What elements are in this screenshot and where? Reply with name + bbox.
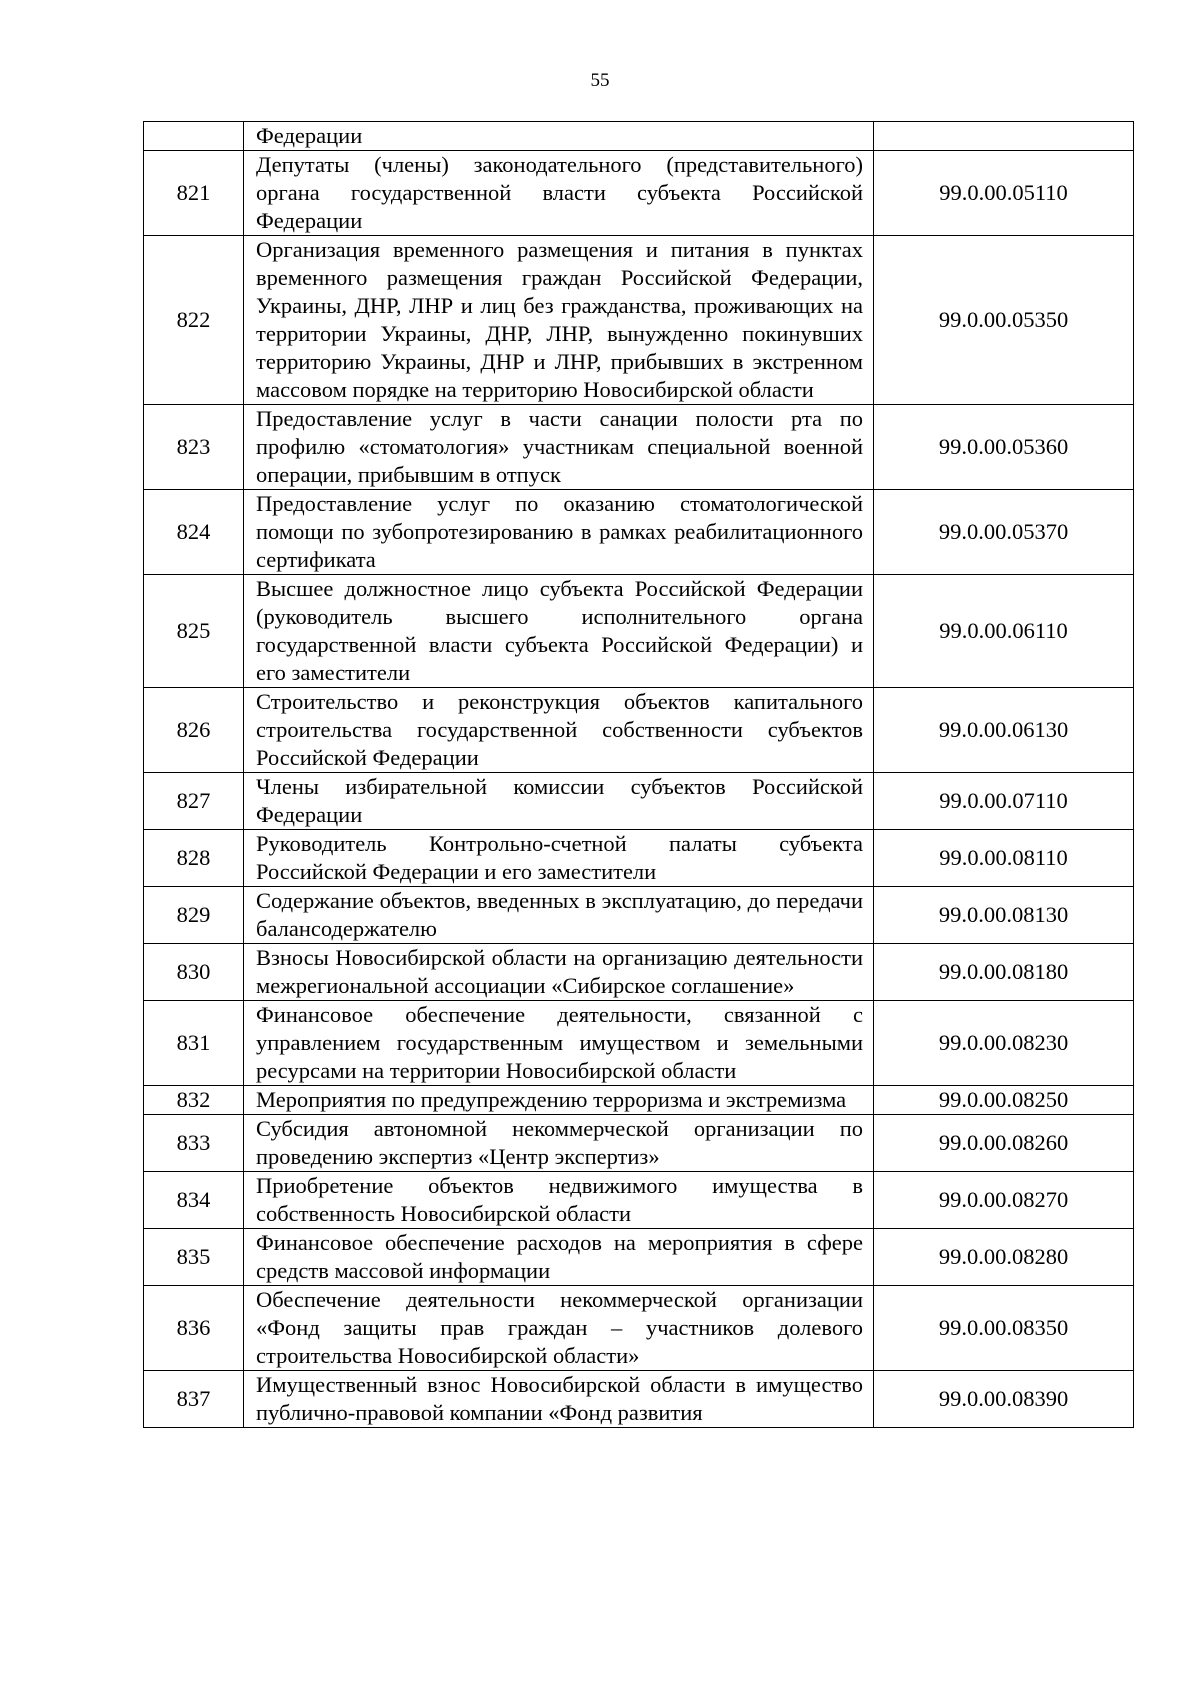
row-number: 827 — [144, 773, 244, 830]
table-row — [144, 1086, 1134, 1115]
row-code: 99.0.00.08350 — [874, 1286, 1134, 1371]
row-code: 99.0.00.05370 — [874, 490, 1134, 575]
row-code: 99.0.00.08270 — [874, 1172, 1134, 1229]
row-number: 835 — [144, 1229, 244, 1286]
row-number: 831 — [144, 1001, 244, 1086]
row-number: 823 — [144, 405, 244, 490]
row-code: 99.0.00.08390 — [874, 1371, 1134, 1428]
budget-codes-table — [143, 121, 1134, 1428]
row-number: 828 — [144, 830, 244, 887]
row-description: Субсидия автономной некоммерческой организации по проведению экспертиз «Центр экспертиз» — [244, 1115, 874, 1172]
table-row — [144, 1229, 1134, 1286]
table-row — [144, 1172, 1134, 1229]
row-number: 821 — [144, 151, 244, 236]
row-code: 99.0.00.08180 — [874, 944, 1134, 1001]
row-code: 99.0.00.06110 — [874, 575, 1134, 688]
row-code: 99.0.00.08280 — [874, 1229, 1134, 1286]
row-number: 834 — [144, 1172, 244, 1229]
row-code: 99.0.00.08130 — [874, 887, 1134, 944]
row-description: Организация временного размещения и питания в пунктах временного размещения граждан Российской Федерации, Украины, ДНР, ЛНР и лиц без гражданства, проживающих на территории Украины, ДНР, ЛНР, вынужденно покинувших территорию Украины, ДНР и ЛНР, прибывших в экстренном массовом порядке на территорию Новосибирской области — [244, 236, 874, 405]
table-row — [144, 688, 1134, 773]
page-number: 55 — [590, 70, 610, 91]
row-number: 837 — [144, 1371, 244, 1428]
row-description: Приобретение объектов недвижимого имущества в собственность Новосибирской области — [244, 1172, 874, 1229]
row-description: Обеспечение деятельности некоммерческой организации «Фонд защиты прав граждан – участников долевого строительства Новосибирской области» — [244, 1286, 874, 1371]
row-description: Финансовое обеспечение деятельности, связанной с управлением государственным имуществом и земельными ресурсами на территории Новосибирской области — [244, 1001, 874, 1086]
row-description: Строительство и реконструкция объектов капитального строительства государственной собственности субъектов Российской Федерации — [244, 688, 874, 773]
row-code: 99.0.00.05350 — [874, 236, 1134, 405]
row-description: Мероприятия по предупреждению терроризма и экстремизма — [244, 1086, 874, 1115]
row-code: 99.0.00.08260 — [874, 1115, 1134, 1172]
row-code: 99.0.00.08230 — [874, 1001, 1134, 1086]
row-description: Взносы Новосибирской области на организацию деятельности межрегиональной ассоциации «Сибирское соглашение» — [244, 944, 874, 1001]
row-code: 99.0.00.06130 — [874, 688, 1134, 773]
table-row — [144, 1286, 1134, 1371]
row-number: 830 — [144, 944, 244, 1001]
table-row — [144, 1371, 1134, 1428]
table-row — [144, 236, 1134, 405]
table-row — [144, 773, 1134, 830]
row-code — [874, 122, 1134, 151]
row-description: Руководитель Контрольно-счетной палаты субъекта Российской Федерации и его заместители — [244, 830, 874, 887]
table-row — [144, 1115, 1134, 1172]
row-number: 825 — [144, 575, 244, 688]
table-row — [144, 151, 1134, 236]
row-number: 826 — [144, 688, 244, 773]
row-number: 824 — [144, 490, 244, 575]
row-code: 99.0.00.05360 — [874, 405, 1134, 490]
row-number: 829 — [144, 887, 244, 944]
row-number: 822 — [144, 236, 244, 405]
row-description: Члены избирательной комиссии субъектов Российской Федерации — [244, 773, 874, 830]
row-number: 836 — [144, 1286, 244, 1371]
table-row — [144, 122, 1134, 151]
table-row — [144, 405, 1134, 490]
row-number — [144, 122, 244, 151]
row-code: 99.0.00.08110 — [874, 830, 1134, 887]
table-row — [144, 887, 1134, 944]
table-row — [144, 830, 1134, 887]
row-code: 99.0.00.07110 — [874, 773, 1134, 830]
row-description: Содержание объектов, введенных в эксплуатацию, до передачи балансодержателю — [244, 887, 874, 944]
row-description: Предоставление услуг по оказанию стоматологической помощи по зубопротезированию в рамках реабилитационного сертификата — [244, 490, 874, 575]
row-description: Депутаты (члены) законодательного (представительного) органа государственной власти субъекта Российской Федерации — [244, 151, 874, 236]
table-row — [144, 944, 1134, 1001]
table-row — [144, 1001, 1134, 1086]
row-description: Федерации — [244, 122, 874, 151]
row-code: 99.0.00.08250 — [874, 1086, 1134, 1115]
row-number: 832 — [144, 1086, 244, 1115]
table-row — [144, 490, 1134, 575]
row-description: Высшее должностное лицо субъекта Российской Федерации (руководитель высшего исполнительного органа государственной власти субъекта Российской Федерации) и его заместители — [244, 575, 874, 688]
table-row — [144, 575, 1134, 688]
row-description: Предоставление услуг в части санации полости рта по профилю «стоматология» участникам специальной военной операции, прибывшим в отпуск — [244, 405, 874, 490]
row-description: Финансовое обеспечение расходов на мероприятия в сфере средств массовой информации — [244, 1229, 874, 1286]
row-code: 99.0.00.05110 — [874, 151, 1134, 236]
row-description: Имущественный взнос Новосибирской области в имущество публично-правовой компании «Фонд развития — [244, 1371, 874, 1428]
row-number: 833 — [144, 1115, 244, 1172]
